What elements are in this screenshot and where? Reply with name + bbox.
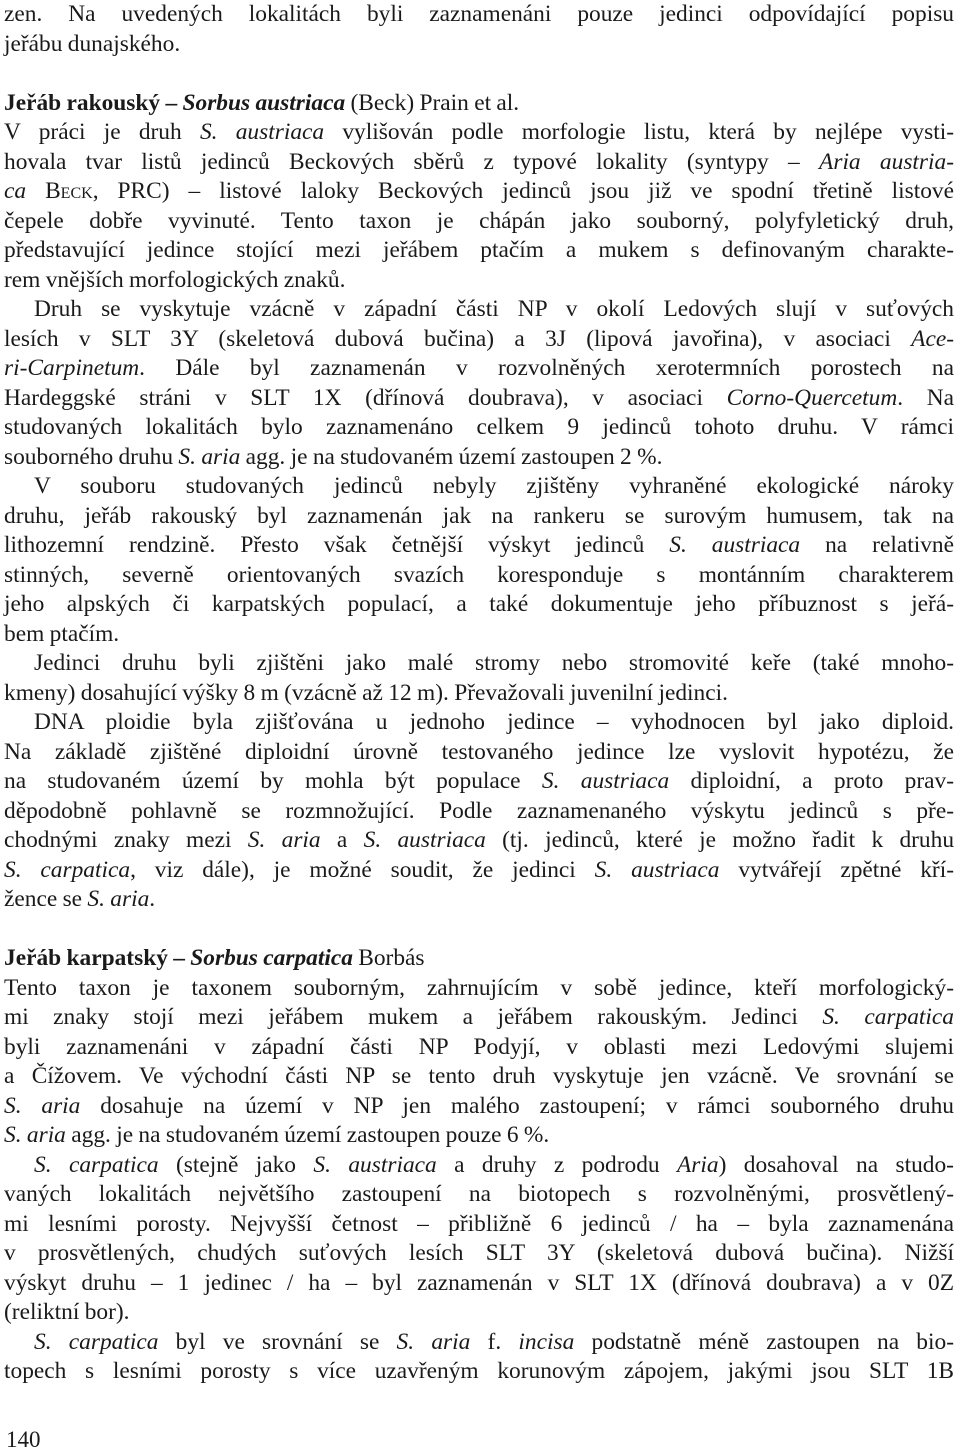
text-segment: Ace- xyxy=(911,325,954,352)
text-line xyxy=(4,974,954,1004)
text-segment: S. aria xyxy=(247,827,321,853)
text-segment: na relativně xyxy=(800,532,954,558)
paragraph xyxy=(4,295,954,472)
text-segment: představující jedince stojící mezi jeřábem ptačím a mukem s definovaným charakte- xyxy=(4,237,954,263)
text-line xyxy=(4,767,954,797)
text-segment: zen. Na uvedených lokalitách byli zaznamenáni pouze jedinci odpovídající popisu xyxy=(4,1,954,27)
text-segment: kmeny) dosahující výšky 8 m (vzácně až 12 m). Převažovali juvenilní jedinci. xyxy=(4,679,728,706)
text-segment: V souboru studovaných jedinců nebyly zjištěny vyhraněné ekologické nároky xyxy=(34,473,954,499)
text-segment: mi lesními porosty. Nejvyšší četnost – přibližně 6 jedinců / ha – byla zaznamenána xyxy=(4,1210,954,1237)
paragraph xyxy=(4,1151,954,1328)
text-line xyxy=(4,1239,954,1269)
text-segment: topech s lesními porosty s více uzavřeným korunovým zápojem, jakými jsou SLT 1B xyxy=(4,1358,954,1384)
text-segment: byl ve srovnání se xyxy=(158,1328,397,1355)
paragraph xyxy=(4,708,954,915)
text-segment: - xyxy=(786,384,795,411)
text-segment: vaných lokalitách největšího zastoupení na biotopech s rozvolněnými, prosvětlený- xyxy=(4,1181,954,1207)
text-line xyxy=(4,620,954,650)
text-segment: Jeřáb karpatský – xyxy=(4,945,191,971)
text-segment: Druh se vyskytuje vzácně v západní části NP v okolí Ledových slují v suťových xyxy=(34,296,954,322)
document-page xyxy=(4,0,954,1387)
text-segment: Aria xyxy=(677,1151,719,1178)
text-segment: S. carpatica xyxy=(34,1328,159,1355)
text-segment: Corno xyxy=(726,384,787,411)
text-segment: S. aria xyxy=(396,1328,471,1355)
text-line xyxy=(4,207,954,237)
text-segment: . xyxy=(149,886,156,912)
text-segment: S. austriaca xyxy=(363,827,486,853)
text-segment: rem vnějších morfologických znaků. xyxy=(4,266,346,293)
text-segment: a druhy z podrodu xyxy=(436,1151,677,1178)
text-line xyxy=(4,502,954,532)
text-segment: Sorbus austriaca xyxy=(182,89,346,116)
text-line xyxy=(4,148,954,178)
text-segment: agg. je na studovaném území zastoupen pouze 6 %. xyxy=(65,1122,550,1148)
text-segment: podstatně méně zastoupen na bio- xyxy=(574,1328,954,1355)
text-segment: S. carpatica xyxy=(4,856,131,883)
text-segment: Na základě zjištěné diploidní úrovně testovaného jedince lze vyslovit hypotézu, že xyxy=(4,738,954,765)
paragraph-gap xyxy=(4,915,954,945)
text-segment: bem ptačím. xyxy=(4,620,120,647)
paragraph xyxy=(4,1328,954,1387)
text-segment: S. carpatica xyxy=(822,1004,954,1030)
text-line xyxy=(4,266,954,296)
text-segment: jeho alpských či karpatských populací, a také dokumentuje jeho příbuznost s jeřá- xyxy=(4,591,954,617)
text-segment: . Dále byl zaznamenán v rozvolněných xerotermních porostech na xyxy=(139,355,954,381)
text-line xyxy=(4,295,954,325)
text-segment: Hardeggské stráni v SLT 1X (dřínová doubrava), v asociaci xyxy=(4,384,727,411)
paragraph xyxy=(4,0,954,59)
text-segment: výskyt druhu – 1 jedinec / ha – byl zaznamenán v SLT 1X (dřínová doubrava) a v 0Z xyxy=(4,1269,954,1296)
text-line xyxy=(4,1062,954,1092)
text-line xyxy=(4,1269,954,1299)
text-line xyxy=(4,118,954,148)
text-line xyxy=(4,413,954,443)
text-line xyxy=(4,236,954,266)
text-line xyxy=(4,649,954,679)
text-segment: a xyxy=(320,827,364,853)
text-line xyxy=(4,443,954,473)
text-segment: Jeřáb rakouský – xyxy=(4,89,183,116)
text-segment: - xyxy=(19,355,28,381)
text-segment: incisa xyxy=(518,1328,575,1355)
text-segment: Tento taxon je taxonem souborným, zahrnujícím v sobě jedince, kteří morfologický- xyxy=(4,974,954,1001)
text-line xyxy=(4,1003,954,1033)
text-segment: diploidní, a proto prav- xyxy=(669,768,954,794)
text-segment: vylišován podle morfologie listu, která by nejlépe vysti- xyxy=(324,119,954,145)
text-line xyxy=(4,325,954,355)
text-segment: Sorbus carpatica xyxy=(190,945,353,971)
text-line xyxy=(4,30,954,60)
text-segment: S. carpatica xyxy=(34,1151,159,1178)
text-segment: souborného druhu xyxy=(4,443,179,470)
text-segment: agg. je na studovaném území zastoupen 2 %. xyxy=(240,443,663,470)
text-segment: ) dosahoval na studo- xyxy=(718,1151,954,1178)
text-segment: čepele dobře vyvinuté. Tento taxon je chápán jako souborný, polyfyletický druh, xyxy=(4,207,954,234)
text-segment: lesích v SLT 3Y (skeletová dubová bučina) a 3J (lipová javořina), v asociaci xyxy=(4,325,912,352)
text-segment: S. austriaca xyxy=(199,119,325,145)
text-segment: Aria austria- xyxy=(819,148,955,175)
text-line xyxy=(4,472,954,502)
page-number: 140 xyxy=(6,1427,41,1452)
text-segment: Quercetum xyxy=(794,384,898,411)
text-line xyxy=(4,826,954,856)
text-segment: Borbás xyxy=(352,945,425,971)
text-line xyxy=(4,590,954,620)
text-segment: S. aria xyxy=(4,1122,66,1148)
text-line xyxy=(4,944,954,974)
text-segment: Carpinetum xyxy=(27,355,140,381)
text-segment: S. aria xyxy=(87,886,150,912)
text-segment: (reliktní bor). xyxy=(4,1299,130,1325)
text-line xyxy=(4,354,954,384)
paragraph xyxy=(4,89,954,296)
text-line xyxy=(4,856,954,886)
text-line xyxy=(4,1092,954,1122)
text-line xyxy=(4,708,954,738)
text-segment: (Beck) Prain et al. xyxy=(345,89,520,116)
paragraph xyxy=(4,649,954,708)
text-line xyxy=(4,1298,954,1328)
text-segment: S. austriaca xyxy=(313,1151,437,1178)
text-segment: ca xyxy=(4,178,27,204)
text-segment: S. aria xyxy=(4,1092,81,1119)
text-segment: DNA ploidie byla zjišťována u jednoho jedince – vyhodnocen byl jako diploid. xyxy=(34,709,954,735)
text-line xyxy=(4,531,954,561)
text-segment: vytvářejí zpětné kří- xyxy=(719,856,954,883)
text-segment: S. aria xyxy=(178,443,241,470)
text-segment: na studovaném území by mohla být populace xyxy=(4,768,542,794)
text-segment: (tj. jedinců, které je možno řadit k druhu xyxy=(485,827,955,853)
text-line xyxy=(4,885,954,915)
text-segment: studovaných lokalitách bylo zaznamenáno celkem 9 jedinců tohoto druhu. V rámci xyxy=(4,414,954,440)
text-segment: hovala tvar listů jedinců Beckových sběrů z typové lokality (syntypy – xyxy=(4,148,820,175)
paragraph-gap xyxy=(4,59,954,89)
text-line xyxy=(4,1151,954,1181)
text-segment: chodnými znaky mezi xyxy=(4,827,248,853)
text-line xyxy=(4,561,954,591)
text-line xyxy=(4,0,954,30)
text-line xyxy=(4,679,954,709)
paragraph xyxy=(4,944,954,1151)
text-segment: S. austriaca xyxy=(594,856,720,883)
text-segment: , viz dále), je možné soudit, že jedinci xyxy=(130,856,595,883)
text-segment: žence se xyxy=(4,886,88,912)
text-line xyxy=(4,1328,954,1358)
text-segment: byli zaznamenáni v západní části NP Podyjí, v oblasti mezi Ledovými slujemi xyxy=(4,1033,954,1060)
text-line xyxy=(4,384,954,414)
text-line xyxy=(4,1121,954,1151)
text-segment: ri xyxy=(4,355,20,381)
text-segment: . Na xyxy=(897,384,954,411)
text-segment: děpodobně pohlavně se rozmnožující. Podle zaznamenaného výskytu jedinců s pře- xyxy=(4,797,954,824)
text-segment: jeřábu dunajského. xyxy=(4,30,181,57)
text-line xyxy=(4,177,954,207)
text-segment: V práci je druh xyxy=(4,119,200,145)
text-line xyxy=(4,1210,954,1240)
text-segment: , PRC) – listové laloky Beckových jedinců jsou již ve spodní třetině listové xyxy=(92,178,954,204)
text-line xyxy=(4,797,954,827)
text-segment: mi znaky stojí mezi jeřábem mukem a jeřábem rakouským. Jedinci xyxy=(4,1004,823,1030)
paragraph xyxy=(4,472,954,649)
text-segment: stinných, severně orientovaných svazích koresponduje s montánním charakterem xyxy=(4,561,954,588)
text-segment: dosahuje na území v NP jen malého zastoupení; v rámci souborného druhu xyxy=(80,1092,954,1119)
text-segment: Jedinci druhu byli zjištěni jako malé stromy nebo stromovité keře (také mnoho- xyxy=(34,650,954,676)
text-line xyxy=(4,1357,954,1387)
text-line xyxy=(4,1033,954,1063)
text-line xyxy=(4,89,954,119)
text-line xyxy=(4,738,954,768)
text-segment: a Čížovem. Ve východní části NP se tento druh vyskytuje jen vzácně. Ve srovnání se xyxy=(4,1063,954,1089)
text-segment: f. xyxy=(470,1328,519,1355)
text-segment: v prosvětlených, chudých suťových lesích SLT 3Y (skeletová dubová bučina). Nižší xyxy=(4,1240,954,1266)
text-segment: (stejně jako xyxy=(158,1151,314,1178)
text-segment: lithozemní rendzině. Přesto však četnější výskyt jedinců xyxy=(4,532,670,558)
text-segment xyxy=(26,178,45,204)
text-segment: Beck xyxy=(45,178,93,204)
text-segment: S. austriaca xyxy=(669,532,801,558)
text-segment: druhu, jeřáb rakouský byl zaznamenán jak na rankeru se surovým humusem, tak na xyxy=(4,502,954,529)
text-line xyxy=(4,1180,954,1210)
text-segment: S. austriaca xyxy=(541,768,670,794)
